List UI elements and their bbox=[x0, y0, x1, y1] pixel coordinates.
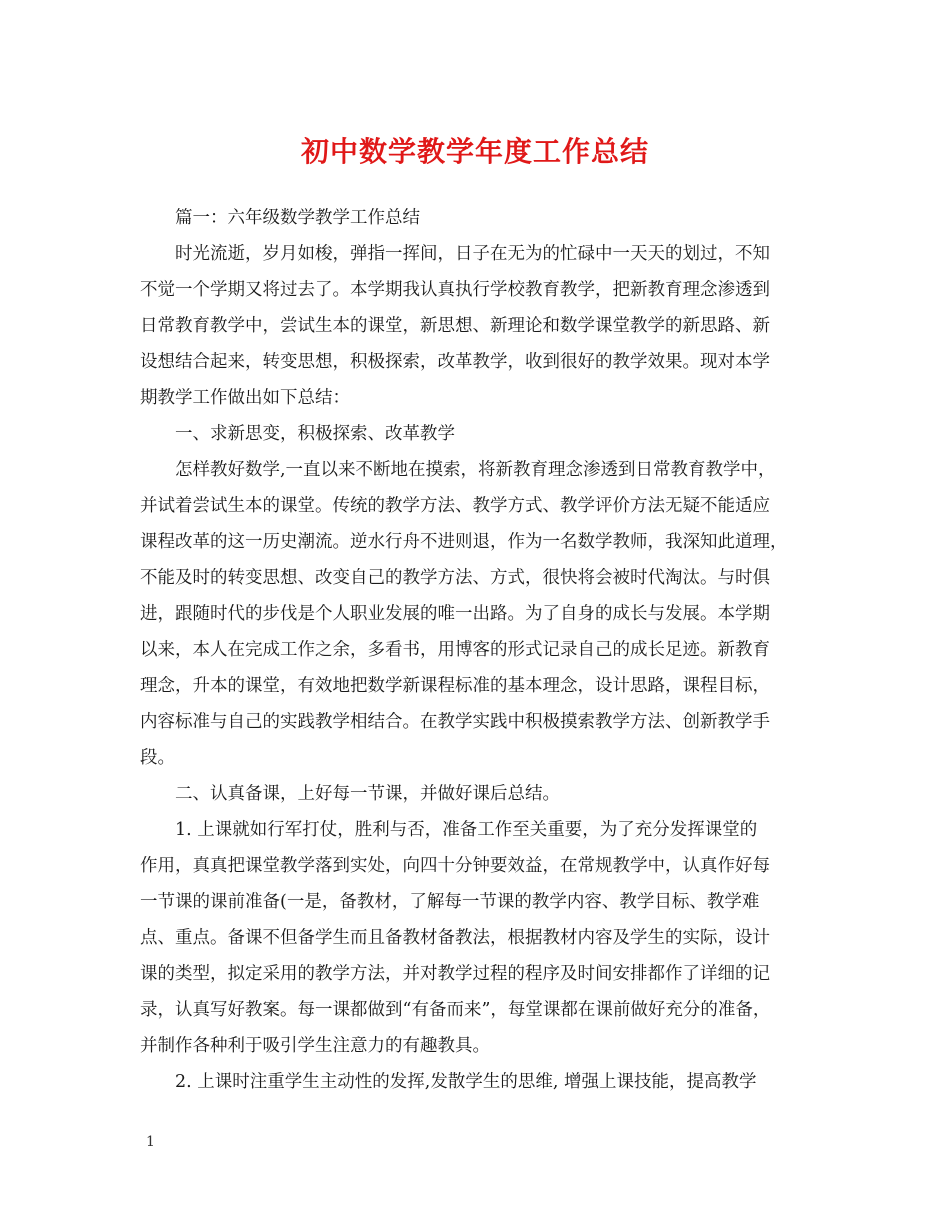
paragraph-line: 不觉一个学期又将过去了。本学期我认真执行学校教育教学，把新教育理念渗透到 bbox=[140, 280, 770, 300]
paragraph-line: 1. 上课就如行军打仗，胜利与否，准备工作至关重要，为了充分发挥课堂的 bbox=[175, 820, 758, 840]
paragraph-line: 课程改革的这一历史潮流。逆水行舟不进则退，作为一名数学教师，我深知此道理， bbox=[140, 532, 788, 552]
paragraph-line: 怎样教好数学,一直以来不断地在摸索，将新教育理念渗透到日常教育教学中， bbox=[175, 460, 776, 480]
paragraph-line: 内容标准与自己的实践教学相结合。在教学实践中积极摸索教学方法、创新教学手 bbox=[140, 712, 770, 732]
paragraph-line: 并制作各种利于吸引学生注意力的有趣教具。 bbox=[140, 1036, 490, 1056]
paragraph-line: 2. 上课时注重学生主动性的发挥,发散学生的思维, 增强上课技能，提高教学 bbox=[175, 1072, 757, 1092]
paragraph-line: 作用，真真把课堂教学落到实处，向四十分钟要效益，在常规教学中，认真作好每 bbox=[140, 856, 770, 876]
paragraph-line: 点、重点。备课不但备学生而且备教材备教法，根据教材内容及学生的实际，设计 bbox=[140, 928, 770, 948]
paragraph-line: 期教学工作做出如下总结： bbox=[140, 388, 350, 408]
paragraph-line: 录，认真写好教案。每一课都做到“有备而来”，每堂课都在课前做好充分的准备， bbox=[140, 1000, 771, 1020]
paragraph-line: 以来，本人在完成工作之余，多看书，用博客的形式记录自己的成长足迹。新教育 bbox=[140, 640, 770, 660]
paragraph-line: 不能及时的转变思想、改变自己的教学方法、方式，很快将会被时代淘汰。与时俱 bbox=[140, 568, 770, 588]
paragraph-line: 课的类型，拟定采用的教学方法，并对教学过程的程序及时间安排都作了详细的记 bbox=[140, 964, 770, 984]
paragraph-line: 理念，升本的课堂，有效地把数学新课程标准的基本理念，设计思路，课程目标， bbox=[140, 676, 770, 696]
paragraph-line: 进，跟随时代的步伐是个人职业发展的唯一出路。为了自身的成长与发展。本学期 bbox=[140, 604, 770, 624]
paragraph-line: 日常教育教学中，尝试生本的课堂，新思想、新理论和数学课堂教学的新思路、新 bbox=[140, 316, 770, 336]
paragraph-line: 时光流逝，岁月如梭，弹指一挥间，日子在无为的忙碌中一天天的划过，不知 bbox=[175, 244, 770, 264]
paragraph-line: 设想结合起来，转变思想，积极探索，改革教学，收到很好的教学效果。现对本学 bbox=[140, 352, 770, 372]
paragraph-line: 段。 bbox=[140, 748, 175, 768]
section-heading: 篇一：六年级数学教学工作总结 bbox=[175, 208, 420, 228]
document-title: 初中数学教学年度工作总结 bbox=[300, 135, 649, 168]
section-heading: 二、认真备课，上好每一节课，并做好课后总结。 bbox=[175, 784, 560, 804]
paragraph-line: 一节课的课前准备(一是，备教材，了解每一节课的教学内容、教学目标、教学难 bbox=[140, 892, 760, 912]
section-heading: 一、求新思变，积极探索、改革教学 bbox=[175, 424, 455, 444]
page-number: 1 bbox=[146, 1134, 155, 1150]
paragraph-line: 并试着尝试生本的课堂。传统的教学方法、教学方式、教学评价方法无疑不能适应 bbox=[140, 496, 770, 516]
